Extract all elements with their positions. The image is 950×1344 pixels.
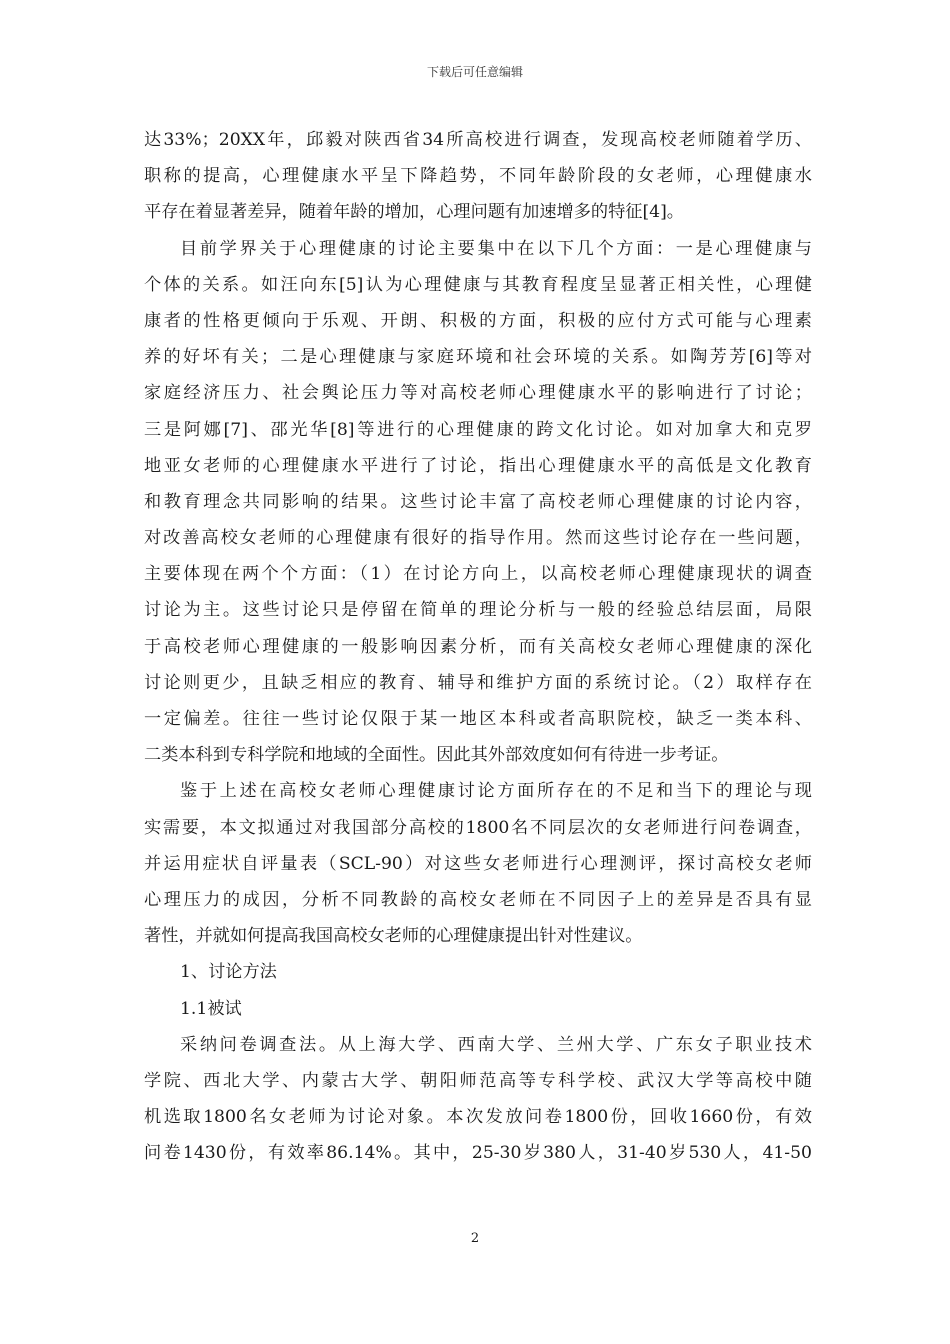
text-line: 养的好坏有关；二是心理健康与家庭环境和社会环境的关系。如陶芳芳[6]等对: [144, 347, 812, 368]
text-line: 1、讨论方法: [180, 962, 277, 983]
text-line: 地亚女老师的心理健康水平进行了讨论，指出心理健康水平的高低是文化教育: [144, 455, 812, 476]
text-line: 问卷1430份，有效率86.14%。其中，25-30岁380人，31-40岁530人，41-50: [144, 1143, 812, 1164]
text-line: 学院、西北大学、内蒙古大学、朝阳师范高等专科学校、武汉大学等高校中随: [144, 1070, 812, 1091]
text-line: 康者的性格更倾向于乐观、开朗、积极的方面，积极的应付方式可能与心理素: [144, 310, 812, 331]
document-body: [144, 122, 812, 1171]
text-line: 于高校老师心理健康的一般影响因素分析，而有关高校女老师心理健康的深化: [144, 636, 812, 657]
page-header: 下载后可任意编辑: [426, 65, 523, 79]
text-line: 主要体现在两个个方面：（1）在讨论方向上，以高校老师心理健康现状的调查: [144, 564, 812, 585]
text-line: 家庭经济压力、社会舆论压力等对高校老师心理健康水平的影响进行了讨论；: [144, 383, 812, 404]
text-line: 达33%；20XX年，邱毅对陕西省34所高校进行调查，发现高校老师随着学历、: [144, 130, 812, 150]
text-line: 二类本科到专科学院和地域的全面性。因此其外部效度如何有待进一步考证。: [144, 745, 729, 766]
text-line: 个体的关系。如汪向东[5]认为心理健康与其教育程度呈显著正相关性，心理健: [144, 274, 812, 295]
text-line: 一定偏差。往往一些讨论仅限于某一地区本科或者高职院校，缺乏一类本科、: [144, 709, 812, 729]
text-line: 和教育理念共同影响的结果。这些讨论丰富了高校老师心理健康的讨论内容，: [144, 491, 812, 512]
page-number: 2: [470, 1231, 480, 1246]
text-line: 著性，并就如何提高我国高校女老师的心理健康提出针对性建议。: [144, 926, 643, 947]
text-line: 并运用症状自评量表（SCL-90）对这些女老师进行心理测评，探讨高校女老师: [144, 853, 812, 874]
text-line: 三是阿娜[7]、邵光华[8]等进行的心理健康的跨文化讨论。如对加拿大和克罗: [144, 419, 812, 440]
text-line: 职称的提高，心理健康水平呈下降趋势，不同年龄阶段的女老师，心理健康水: [144, 166, 812, 187]
text-line: 对改善高校女老师的心理健康有很好的指导作用。然而这些讨论存在一些问题，: [144, 528, 812, 549]
text-line: 机选取1800名女老师为讨论对象。本次发放问卷1800份，回收1660份，有效: [144, 1107, 812, 1128]
text-line: 1.1被试: [180, 998, 242, 1019]
text-line: 讨论则更少，且缺乏相应的教育、辅导和维护方面的系统讨论。（2）取样存在: [144, 672, 812, 693]
text-line: 讨论为主。这些讨论只是停留在简单的理论分析与一般的经验总结层面，局限: [144, 600, 812, 621]
text-line: 心理压力的成因，分析不同教龄的高校女老师在不同因子上的差异是否具有显: [144, 889, 812, 910]
text-line: 平存在着显著差异，随着年龄的增加，心理问题有加速增多的特征[4]。: [144, 202, 684, 223]
text-line: 鉴于上述在高校女老师心理健康讨论方面所存在的不足和当下的理论与现: [180, 781, 812, 802]
text-line: 实需要，本文拟通过对我国部分高校的1800名不同层次的女老师进行问卷调查，: [144, 817, 812, 838]
text-line: 目前学界关于心理健康的讨论主要集中在以下几个方面：一是心理健康与: [180, 238, 812, 259]
text-line: 采纳问卷调查法。从上海大学、西南大学、兰州大学、广东女子职业技术: [180, 1034, 812, 1055]
